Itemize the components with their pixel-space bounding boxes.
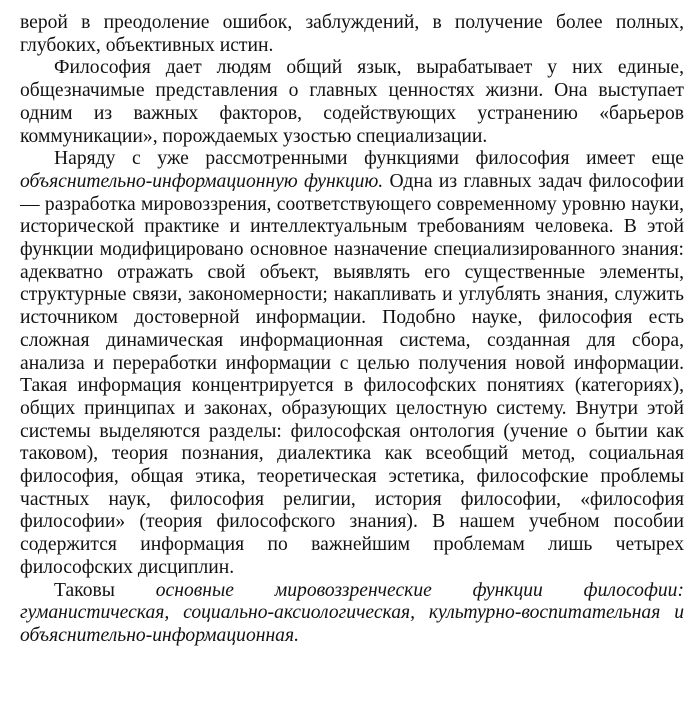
italic-term: объяснительно-информационную функцию. [20,170,384,192]
paragraph-3 [20,148,684,579]
text-run: Наряду с уже рассмотренными функциями философия имеет еще [54,148,684,170]
paragraph-1 [20,12,684,57]
paragraph-4 [20,580,684,648]
paragraph-2 [20,57,684,148]
text-run: Философия дает людям общий язык, вырабатывает у них единые, общезначимые представления о главных ценностях жизни. Она выступает одним из важных факторов, содействующих устранению «барьеров коммуникации», порождаемых узостью специализации. [20,57,684,147]
text-run: Одна из главных задач философии — разработка мировоззрения, соответствующего современному уровню науки, исторической практике и интеллектуальным требованиям человека. В этой функции модифицировано основное назначение специализированного знания: адекватно отражать свой объект, выявлять его существенные элементы, структурные связи, закономерности; накапливать и углублять знания, служить источником достоверной информации. Подобно науке, философия есть сложная динамическая информационная система, созданная для сбора, анализа и переработки информации с целью получения новой информации. Такая информация концентрируется в философских понятиях (категориях), общих принципах и законах, образующих целостную систему. Внутри этой системы выделяются разделы: философская онтология (учение о бытии как таковом), теория познания, диалектика как всеобщий метод, социальная философия, общая этика, теоретическая эстетика, философские проблемы частных наук, философия религии, история философии, «философия философии» (теория философского знания). В нашем учебном пособии содержится информация по важнейшим проблемам лишь четырех философских дисциплин. [20,170,684,578]
italic-summary: основные мировоззренческие функции философии: гуманистическая, социально-аксиологическая, культурно-воспитательная и объяснительно-информационная. [20,579,684,646]
text-run: верой в преодоление ошибок, заблуждений, в получение более полных, глубоких, объективных истин. [20,12,684,56]
text-run: Таковы [54,579,156,601]
